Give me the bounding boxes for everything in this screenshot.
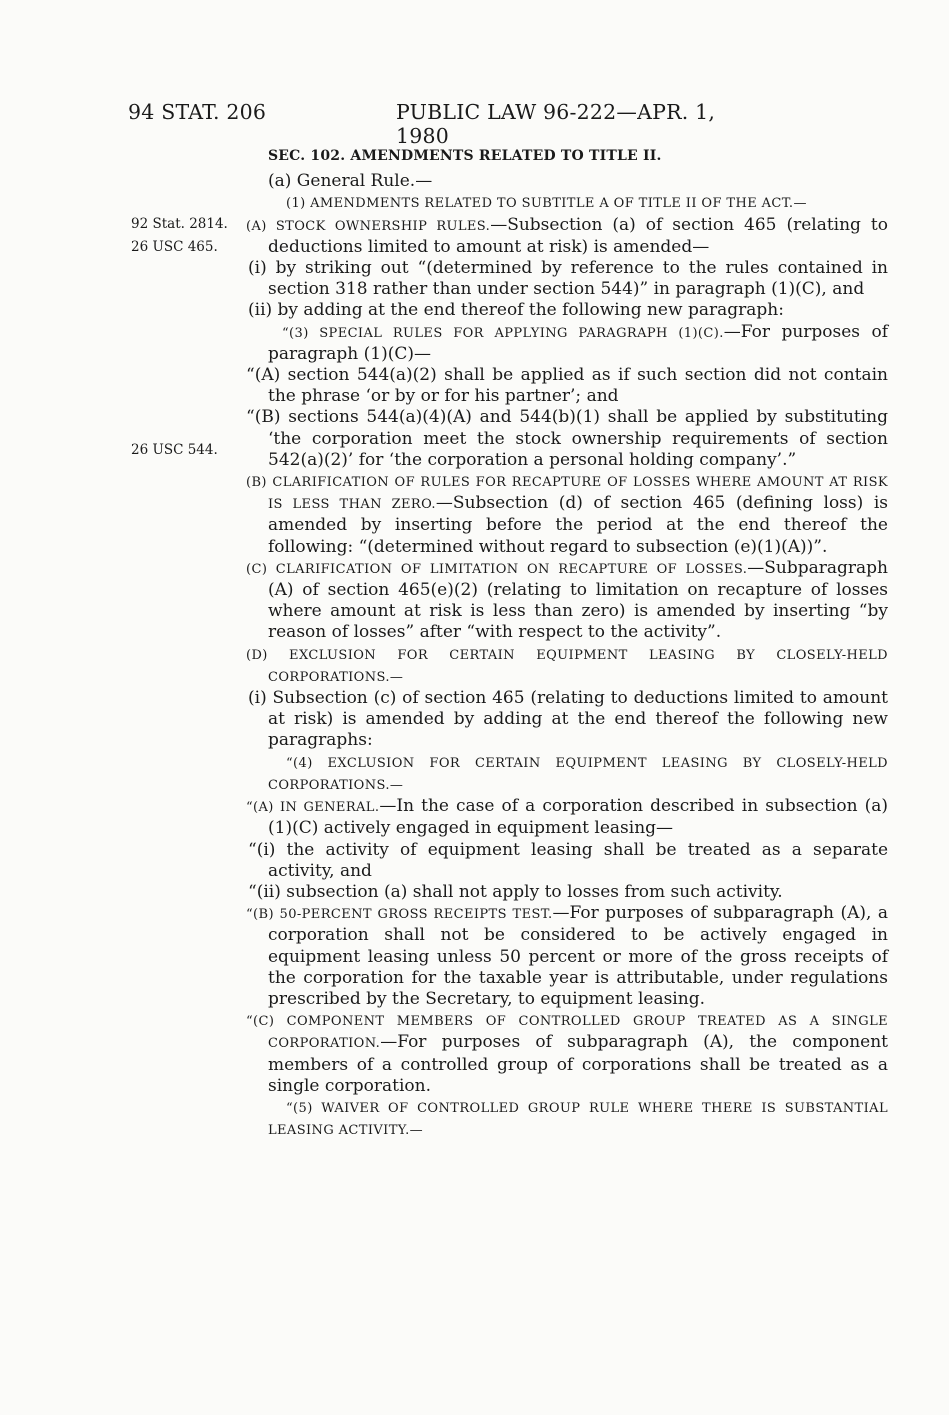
margin-note-stat: 92 Stat. 2814. [131, 216, 228, 232]
paragraph-1-B-text: —Subsection (d) of section 465 (defining loss) is amended by inserting before the period at the end thereof the following: “(determined without regard to subsection (e)(1)(A))”. [268, 493, 888, 557]
paragraph-1-C-label: (C) CLARIFICATION OF LIMITATION ON RECAPTURE OF LOSSES. [246, 561, 748, 577]
stat-page-number: 94 STAT. 206 [128, 100, 267, 124]
paragraph-1-A [246, 214, 888, 258]
paragraph-1-A-text: —Subsection (a) of section 465 (relating to deductions limited to amount at risk) is amended— [268, 214, 888, 257]
quoted-4-A-i: “(i) the activity of equipment leasing shall be treated as a separate activity, and [248, 839, 888, 881]
quoted-4-A-ii: “(ii) subsection (a) shall not apply to losses from such activity. [248, 881, 783, 902]
paragraph-1-C-text: —Subparagraph (A) of section 465(e)(2) (relating to limitation on recapture of losses where amount at risk is less than zero) is amended by inserting “by reason of losses” after “with respect to the activity”. [268, 557, 888, 643]
quoted-4-A [246, 796, 888, 839]
quoted-paragraph-4-label: “(4) EXCLUSION FOR CERTAIN EQUIPMENT LEASING BY CLOSELY-HELD CORPORATIONS.— [268, 755, 888, 793]
paragraph-1-D [246, 644, 888, 688]
statute-body [246, 146, 889, 1141]
paragraph-1-A-label: (A) STOCK OWNERSHIP RULES. [246, 218, 491, 234]
quoted-4-C-text: —For purposes of subparagraph (A), the component members of a controlled group of corporations shall be treated as a single corporation. [268, 1032, 888, 1096]
general-rule-label: (a) General Rule.— [268, 171, 433, 192]
quoted-4-B [246, 903, 889, 1010]
page-header [128, 100, 768, 148]
margin-note-usc-544: 26 USC 544. [131, 442, 218, 458]
quoted-4-A-label: “(A) IN GENERAL. [246, 800, 380, 816]
quoted-4-C-label: “(C) COMPONENT MEMBERS OF CONTROLLED GROUP TREATED AS A SINGLE CORPORATION. [246, 1014, 888, 1052]
quoted-4-B-text: —For purposes of subparagraph (A), a corporation shall not be considered to be actively engaged in equipment leasing unless 50 percent or more of the gross receipts of the corporation for the taxable year is attributable, under regulations prescribed by the Secretary, to equipment leasing. [268, 903, 889, 1009]
paragraph-1 [268, 192, 888, 214]
paragraph-1-B-label: (B) CLARIFICATION OF RULES FOR RECAPTURE OF LOSSES WHERE AMOUNT AT RISK IS LESS THAN ZERO. [246, 475, 888, 513]
quoted-paragraph-3-text: —For purposes of paragraph (1)(C)— [268, 321, 888, 364]
clause-i: (i) by striking out “(determined by reference to the rules contained in section 318 rather than under section 544)” in paragraph (1)(C), and [248, 258, 888, 300]
paragraph-a-general-rule [268, 171, 888, 192]
margin-note-usc-465: 26 USC 465. [131, 239, 218, 255]
paragraph-1-D-clause-i: (i) Subsection (c) of section 465 (relating to deductions limited to amount at risk) is amended by adding at the end thereof the following new paragraphs: [248, 688, 888, 751]
paragraph-1-D-label: (D) EXCLUSION FOR CERTAIN EQUIPMENT LEASING BY CLOSELY-HELD CORPORATIONS.— [246, 647, 888, 685]
paragraph-1-C [246, 557, 888, 644]
paragraph-1-heading: (1) AMENDMENTS RELATED TO SUBTITLE A OF TITLE II OF THE ACT.— [286, 196, 807, 212]
quoted-4-A-text: —In the case of a corporation described in subsection (a)(1)(C) actively engaged in equipment leasing— [268, 796, 888, 839]
quoted-4-C [246, 1010, 888, 1097]
paragraph-1-B [246, 471, 888, 558]
quoted-paragraph-3-label: “(3) SPECIAL RULES FOR APPLYING PARAGRAPH (1)(C). [282, 325, 724, 341]
quoted-4-B-label: “(B) 50-PERCENT GROSS RECEIPTS TEST. [246, 907, 553, 923]
quoted-paragraph-5 [268, 1097, 888, 1141]
section-heading: SEC. 102. AMENDMENTS RELATED TO TITLE II. [268, 148, 662, 164]
quoted-subparagraph-A: “(A) section 544(a)(2) shall be applied as if such section did not contain the phrase ‘or by or for his partner’; and [246, 365, 888, 407]
quoted-subparagraph-B: “(B) sections 544(a)(4)(A) and 544(b)(1) shall be applied by substituting ‘the corporation meet the stock ownership requirements of section 542(a)(2)’ for ‘the corporation a personal holding company’.” [246, 407, 888, 470]
quoted-paragraph-3 [268, 322, 888, 365]
quoted-paragraph-4 [268, 752, 888, 796]
public-law-title: PUBLIC LAW 96-222—APR. 1, 1980 [396, 100, 716, 148]
clause-ii: (ii) by adding at the end thereof the following new paragraph: [248, 300, 784, 321]
quoted-paragraph-5-label: “(5) WAIVER OF CONTROLLED GROUP RULE WHERE THERE IS SUBSTANTIAL LEASING ACTIVITY.— [268, 1100, 888, 1139]
